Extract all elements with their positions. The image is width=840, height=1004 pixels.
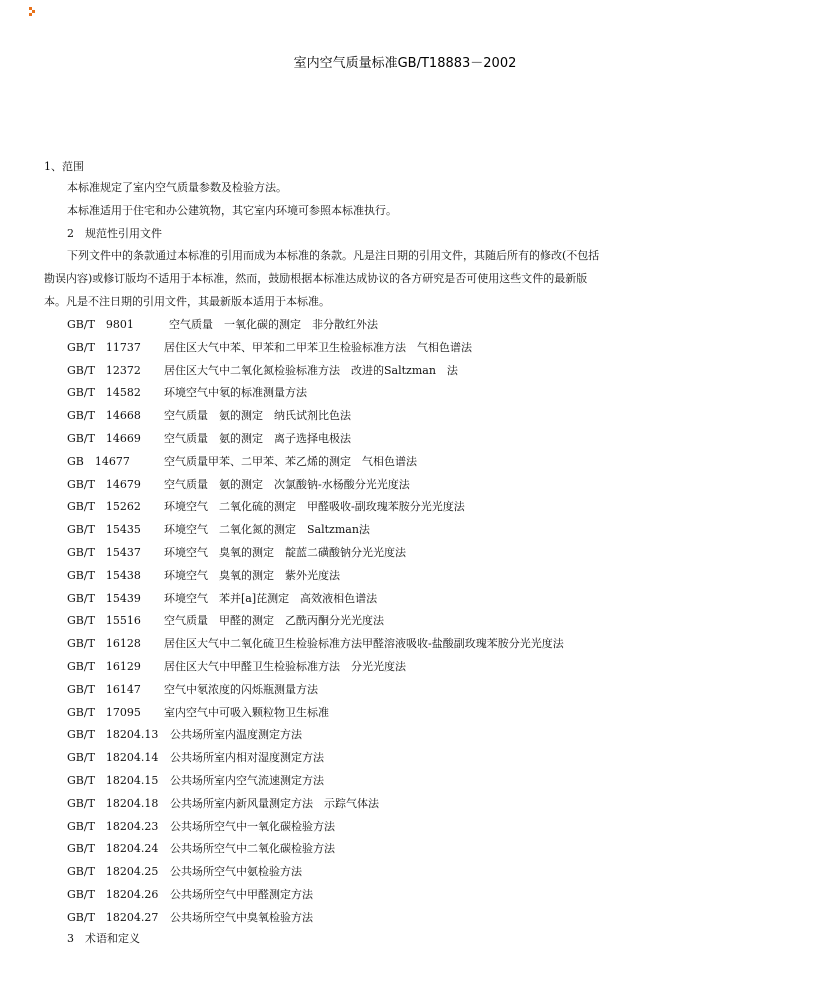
reference-row bbox=[67, 888, 313, 902]
reference-code: GB/T 18204.25 bbox=[67, 865, 159, 879]
reference-code: GB/T 14668 bbox=[67, 409, 141, 423]
reference-title: 环境空气 二氧化硫的测定 甲醛吸收-副玫瑰苯胺分光光度法 bbox=[164, 500, 465, 514]
normative-text-line-3: 本。凡是不注日期的引用文件，其最新版本适用于本标准。 bbox=[44, 295, 330, 308]
reference-row bbox=[67, 500, 465, 514]
reference-row bbox=[67, 432, 351, 446]
reference-code: GB/T 15437 bbox=[67, 546, 141, 559]
reference-row bbox=[67, 477, 410, 492]
reference-code: GB/T 15435 bbox=[67, 523, 141, 537]
reference-title: 空气质量 氨的测定 纳氏试剂比色法 bbox=[164, 409, 351, 423]
document-title: 室内空气质量标准GB/T18883－2002 bbox=[293, 56, 517, 71]
reference-title: 公共场所空气中一氧化碳检验方法 bbox=[170, 819, 335, 833]
reference-code: GB/T 16129 bbox=[67, 660, 141, 673]
reference-code: GB/T 15516 bbox=[67, 614, 141, 628]
section-3-heading: 3 术语和定义 bbox=[67, 932, 140, 945]
reference-code: GB/T 18204.14 bbox=[67, 751, 159, 765]
reference-title: 环境空气 苯并[a]芘测定 高效液相色谱法 bbox=[164, 591, 378, 605]
normative-text-line-2: 勘误内容)或修订版均不适用于本标准，然而，鼓励根据本标准达成协议的各方研究是否可使用这些文件的最新版 bbox=[44, 272, 588, 285]
reference-title: 公共场所空气中二氧化碳检验方法 bbox=[170, 842, 335, 856]
reference-title: 空气质量 甲醛的测定 乙酰丙酮分光光度法 bbox=[164, 614, 384, 628]
reference-row bbox=[67, 340, 472, 355]
reference-title: 室内空气中可吸入颗粒物卫生标准 bbox=[164, 705, 329, 719]
reference-title: 环境空气中氡的标准测量方法 bbox=[164, 386, 307, 400]
reference-row bbox=[67, 318, 378, 332]
reference-title: 空气质量 氨的测定 次氯酸钠-水杨酸分光光度法 bbox=[164, 477, 410, 491]
reference-title: 公共场所室内新风量测定方法 示踪气体法 bbox=[170, 796, 379, 810]
scope-paragraph-1: 本标准规定了室内空气质量参数及检验方法。 bbox=[67, 181, 287, 194]
reference-row bbox=[67, 637, 564, 651]
reference-row bbox=[67, 386, 307, 400]
reference-code: GB/T 12372 bbox=[67, 363, 141, 377]
reference-code: GB/T 14679 bbox=[67, 477, 141, 491]
reference-row bbox=[67, 591, 378, 606]
reference-code: GB/T 17095 bbox=[67, 705, 141, 719]
reference-code: GB/T 18204.26 bbox=[67, 888, 159, 901]
reference-title: 公共场所空气中甲醛测定方法 bbox=[170, 888, 313, 901]
reference-title: 居住区大气中甲醛卫生检验标准方法 分光光度法 bbox=[164, 660, 406, 673]
reference-title: 环境空气 二氧化氮的测定 Saltzman法 bbox=[164, 523, 370, 537]
reference-title: 居住区大气中苯、甲苯和二甲苯卫生检验标准方法 气相色谱法 bbox=[164, 340, 472, 354]
reference-title: 居住区大气中二氧化硫卫生检验标准方法甲醛溶液吸收-盐酸副玫瑰苯胺分光光度法 bbox=[164, 637, 564, 651]
section-2-heading: 2 规范性引用文件 bbox=[67, 227, 162, 240]
reference-code: GB/T 14582 bbox=[67, 386, 141, 400]
reference-title: 环境空气 臭氧的测定 靛蓝二磺酸钠分光光度法 bbox=[164, 546, 406, 559]
reference-code: GB/T 16147 bbox=[67, 682, 141, 696]
reference-title: 空气质量 一氧化碳的测定 非分散红外法 bbox=[169, 318, 378, 331]
reference-row bbox=[67, 614, 384, 628]
reference-title: 空气中氡浓度的闪烁瓶测量方法 bbox=[164, 682, 318, 696]
reference-row bbox=[67, 363, 458, 378]
reference-row bbox=[67, 546, 406, 560]
reference-title: 环境空气 臭氧的测定 紫外光度法 bbox=[164, 568, 340, 582]
reference-code: GB/T 18204.15 bbox=[67, 774, 159, 787]
reference-code: GB/T 18204.27 bbox=[67, 910, 159, 924]
reference-code: GB/T 18204.18 bbox=[67, 796, 159, 810]
scope-paragraph-2: 本标准适用于住宅和办公建筑物，其它室内环境可参照本标准执行。 bbox=[67, 204, 397, 217]
section-1-heading: 1、范围 bbox=[44, 160, 84, 173]
reference-code: GB/T 14669 bbox=[67, 432, 141, 445]
reference-row bbox=[67, 409, 351, 423]
reference-row bbox=[67, 523, 370, 537]
reference-title: 居住区大气中二氧化氮检验标准方法 改进的Saltzman 法 bbox=[164, 363, 458, 377]
reference-row bbox=[67, 842, 335, 856]
reference-row bbox=[67, 751, 324, 765]
reference-code: GB/T 18204.24 bbox=[67, 842, 159, 856]
reference-code: GB 14677 bbox=[67, 454, 130, 468]
reference-title: 公共场所室内相对湿度测定方法 bbox=[170, 751, 324, 765]
reference-row bbox=[67, 819, 335, 834]
reference-row bbox=[67, 682, 318, 697]
reference-title: 公共场所室内温度测定方法 bbox=[170, 728, 302, 742]
reference-code: GB/T 11737 bbox=[67, 340, 141, 354]
reference-row bbox=[67, 796, 379, 811]
reference-title: 公共场所空气中氨检验方法 bbox=[170, 865, 302, 879]
reference-title: 公共场所空气中臭氧检验方法 bbox=[170, 910, 313, 924]
reference-code: GB/T 15262 bbox=[67, 500, 141, 514]
reference-code: GB/T 18204.13 bbox=[67, 728, 159, 742]
reference-code: GB/T 9801 bbox=[67, 318, 134, 331]
reference-row bbox=[67, 705, 329, 720]
reference-title: 空气质量甲苯、二甲苯、苯乙烯的测定 气相色谱法 bbox=[164, 454, 417, 468]
reference-row bbox=[67, 454, 417, 469]
reference-row bbox=[67, 865, 302, 879]
reference-title: 空气质量 氨的测定 离子选择电极法 bbox=[164, 432, 351, 445]
reference-code: GB/T 15439 bbox=[67, 591, 141, 605]
reference-row bbox=[67, 728, 302, 742]
reference-code: GB/T 18204.23 bbox=[67, 819, 159, 833]
reference-code: GB/T 15438 bbox=[67, 568, 141, 582]
reference-title: 公共场所室内空气流速测定方法 bbox=[170, 774, 324, 787]
reference-row bbox=[67, 910, 313, 925]
reference-row bbox=[67, 660, 406, 674]
corner-mark-icon bbox=[29, 7, 35, 16]
reference-row bbox=[67, 774, 324, 788]
reference-row bbox=[67, 568, 340, 583]
normative-text-line-1: 下列文件中的条款通过本标准的引用而成为本标准的条款。凡是注日期的引用文件，其随后所有的修改(不包括 bbox=[67, 249, 600, 262]
reference-code: GB/T 16128 bbox=[67, 637, 141, 651]
